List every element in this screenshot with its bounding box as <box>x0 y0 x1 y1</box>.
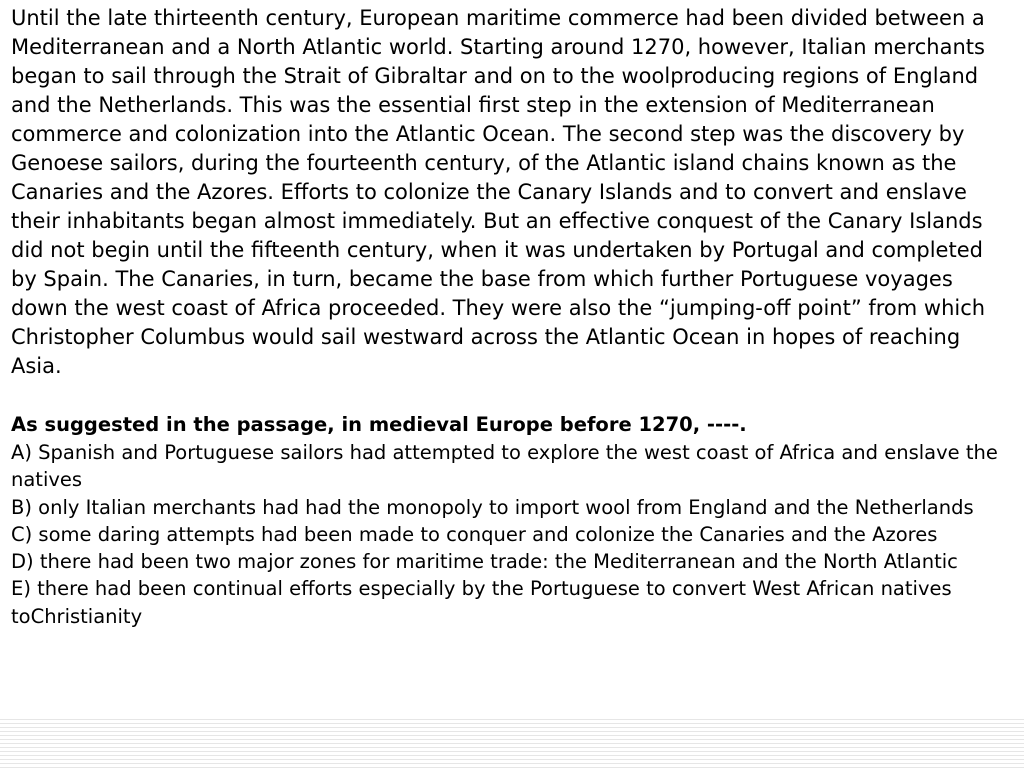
option-b: B) only Italian merchants had had the monopoly to import wool from England and the Netherlands <box>11 495 974 519</box>
option-e: E) there had been continual efforts especially by the Portuguese to convert West African natives toChristianity <box>11 577 952 628</box>
decorative-footer-stripes <box>0 716 1024 768</box>
reading-passage: Until the late thirteenth century, European maritime commerce had been divided between a Mediterranean and a North Atlantic world. Starting around 1270, however, Italian merchants began to sail through the Strait of Gibraltar and on to the woolproducing regions of England and the Netherlands. This was the essential first step in the extension of Mediterranean commerce and colonization into the Atlantic Ocean. The second step was the discovery by Genoese sailors, during the fourteenth century, of the Atlantic island chains known as the Canaries and the Azores. Efforts to colonize the Canary Islands and to convert and enslave their inhabitants began almost immediately. But an effective conquest of the Canary Islands did not begin until the fifteenth century, when it was undertaken by Portugal and completed by Spain. The Canaries, in turn, became the base from which further Portuguese voyages down the west coast of Africa proceeded. They were also the “jumping-off point” from which Christopher Columbus would sail westward across the Atlantic Ocean in hopes of reaching Asia. <box>11 6 986 378</box>
question-stem: As suggested in the passage, in medieval Europe before 1270, ----. <box>11 413 747 436</box>
option-d: D) there had been two major zones for maritime trade: the Mediterranean and the North Atlantic <box>11 550 958 574</box>
option-c: C) some daring attempts had been made to conquer and colonize the Canaries and the Azores <box>11 522 938 546</box>
answer-options <box>11 439 1015 630</box>
option-a: A) Spanish and Portuguese sailors had attempted to explore the west coast of Africa and enslave the natives <box>11 441 998 492</box>
